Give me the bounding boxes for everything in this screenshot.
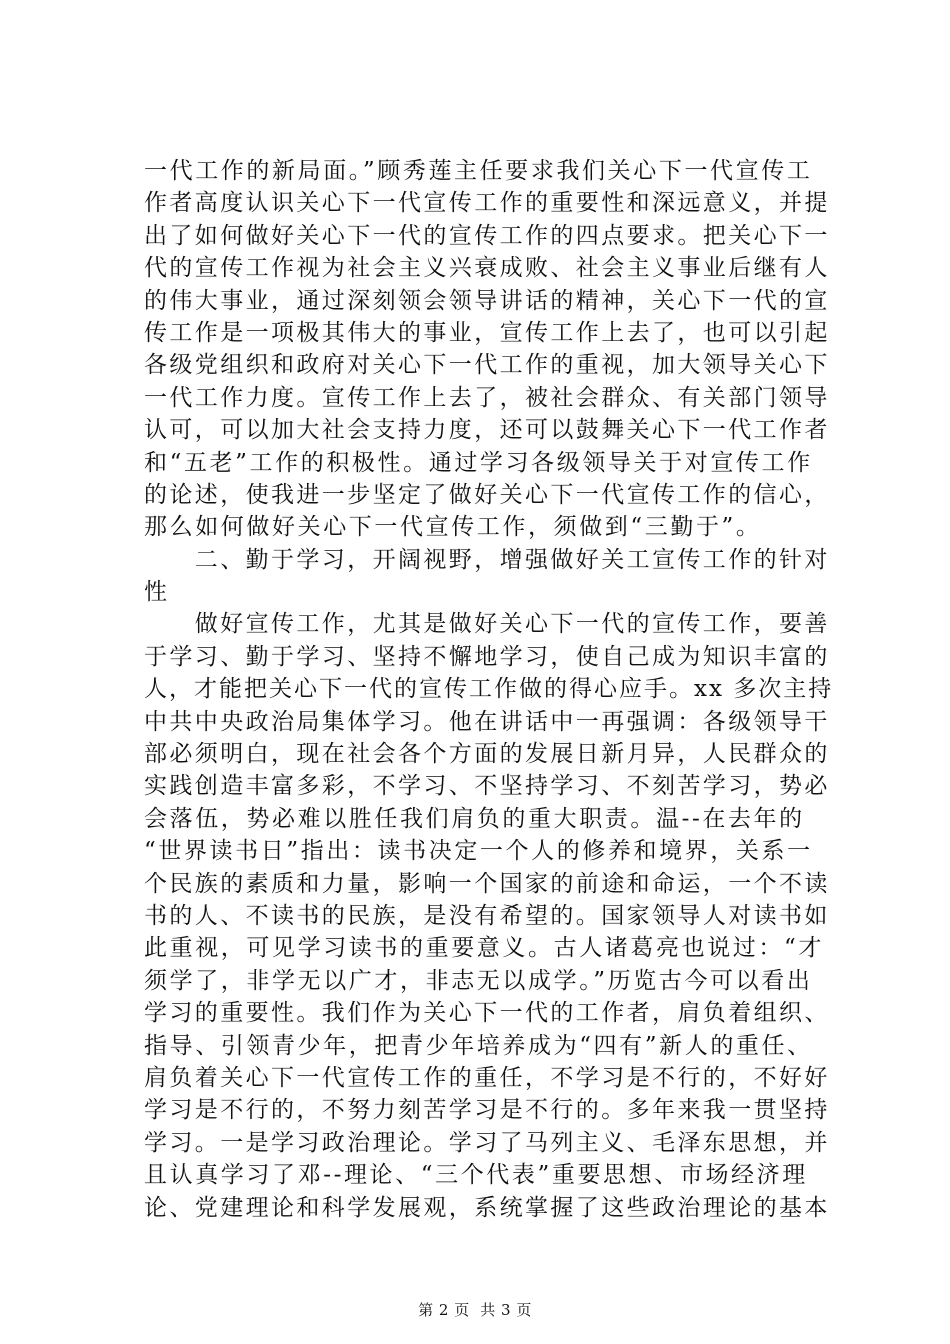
text-line: 出了如何做好关心下一代的宣传工作的四点要求。把关心下一 xyxy=(144,222,830,249)
body-text xyxy=(144,155,834,1224)
text-line: 一代工作力度。宣传工作上去了，被社会群众、有关部门领导 xyxy=(144,384,830,411)
text-line: 二、勤于学习，开阔视野，增强做好关工宣传工作的针对 xyxy=(144,546,830,573)
text-line: 且认真学习了邓--理论、“三个代表”重要思想、市场经济理 xyxy=(144,1162,808,1189)
text-line: 学习是不行的，不努力刻苦学习是不行的。多年来我一贯坚持 xyxy=(144,1097,830,1124)
text-line: “世界读书日”指出：读书决定一个人的修养和境界，关系一 xyxy=(144,838,813,865)
page-footer: 第 2 页 共 3 页 xyxy=(418,1301,532,1319)
text-line: 指导、引领青少年，把青少年培养成为“四有”新人的重任、 xyxy=(144,1032,813,1059)
text-line: 性 xyxy=(144,579,170,606)
text-line: 人，才能把关心下一代的宣传工作做的得心应手。xx 多次主持 xyxy=(144,676,834,703)
text-line: 部必须明白，现在社会各个方面的发展日新月异，人民群众的 xyxy=(144,741,830,768)
text-line: 认可，可以加大社会支持力度，还可以鼓舞关心下一代工作者 xyxy=(144,417,830,444)
text-line: 个民族的素质和力量，影响一个国家的前途和命运，一个不读 xyxy=(144,870,830,897)
text-line: 此重视，可见学习读书的重要意义。古人诸葛亮也说过：“才 xyxy=(144,935,824,962)
text-line: 学习的重要性。我们作为关心下一代的工作者，肩负着组织、 xyxy=(144,1000,830,1027)
text-line: 做好宣传工作，尤其是做好关心下一代的宣传工作，要善 xyxy=(144,611,830,638)
text-line: 那么如何做好关心下一代宣传工作，须做到“三勤于”。 xyxy=(144,514,762,541)
text-line: 实践创造丰富多彩，不学习、不坚持学习、不刻苦学习，势必 xyxy=(144,773,830,800)
text-line: 一代工作的新局面。”顾秀莲主任要求我们关心下一代宣传工 xyxy=(144,158,813,184)
text-line: 作者高度认识关心下一代宣传工作的重要性和深远意义，并提 xyxy=(144,190,830,217)
text-line: 会落伍，势必难以胜任我们肩负的重大职责。温--在去年的 xyxy=(144,805,805,832)
text-line: 肩负着关心下一代宣传工作的重任，不学习是不行的，不好好 xyxy=(144,1064,830,1091)
text-line: 和“五老”工作的积极性。通过学习各级领导关于对宣传工作 xyxy=(144,449,813,476)
text-line: 书的人、不读书的民族，是没有希望的。国家领导人对读书如 xyxy=(144,902,830,929)
text-line: 代的宣传工作视为社会主义兴衰成败、社会主义事业后继有人 xyxy=(144,255,830,282)
text-line: 传工作是一项极其伟大的事业，宣传工作上去了，也可以引起 xyxy=(144,319,830,346)
text-line: 论、党建理论和科学发展观，系统掌握了这些政治理论的基本 xyxy=(144,1194,830,1221)
text-line: 须学了，非学无以广才，非志无以成学。”历览古今可以看出 xyxy=(144,967,813,994)
text-line: 于学习、勤于学习、坚持不懈地学习，使自己成为知识丰富的 xyxy=(144,643,830,670)
text-line: 中共中央政治局集体学习。他在讲话中一再强调：各级领导干 xyxy=(144,708,830,735)
text-line: 的伟大事业，通过深刻领会领导讲话的精神，关心下一代的宣 xyxy=(144,287,830,314)
text-line: 各级党组织和政府对关心下一代工作的重视，加大领导关心下 xyxy=(144,352,830,379)
text-line: 学习。一是学习政治理论。学习了马列主义、毛泽东思想，并 xyxy=(144,1129,830,1156)
text-line: 的论述，使我进一步坚定了做好关心下一代宣传工作的信心， xyxy=(144,481,830,508)
